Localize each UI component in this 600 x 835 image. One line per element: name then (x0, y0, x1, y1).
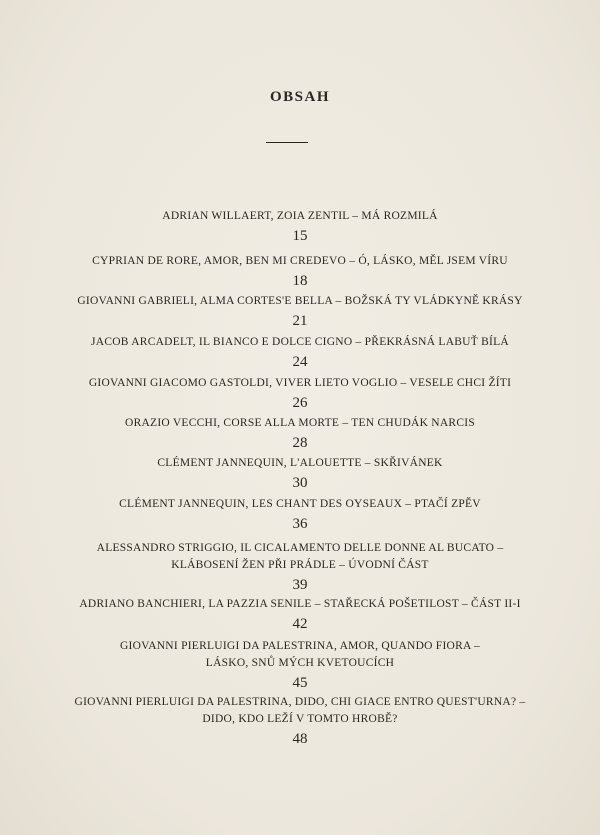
toc-entry (20, 496, 580, 533)
toc-entry-page: 26 (292, 395, 308, 411)
toc-entry-title: KLÁBOSENÍ ŽEN PŘI PRÁDLE – ÚVODNÍ ČÁST (171, 559, 429, 571)
toc-entry-page: 24 (292, 354, 308, 370)
toc-entry (20, 455, 580, 492)
toc-entry (20, 638, 580, 692)
toc-entry-page: 15 (292, 228, 308, 244)
toc-entry-page: 36 (292, 516, 308, 532)
toc-entry (20, 334, 580, 371)
toc-entry-page: 21 (292, 313, 308, 329)
toc-entry-page: 42 (292, 616, 308, 632)
toc-entry-title: DIDO, KDO LEŽÍ V TOMTO HROBĚ? (202, 713, 398, 725)
toc-entry (20, 293, 580, 330)
title-divider (266, 142, 308, 143)
toc-entry-title: ALESSANDRO STRIGGIO, IL CICALAMENTO DELLE DONNE AL BUCATO – (96, 542, 504, 554)
toc-entry-title: CLÉMENT JANNEQUIN, L'ALOUETTE – SKŘIVÁNEK (157, 457, 443, 469)
toc-entry (20, 415, 580, 452)
toc-entry-title: GIOVANNI GABRIELI, ALMA CORTES'E BELLA – BOŽSKÁ TY VLÁDKYNĚ KRÁSY (77, 295, 523, 307)
toc-entry-title: CYPRIAN DE RORE, AMOR, BEN MI CREDEVO – Ó, LÁSKO, MĚL JSEM VÍRU (92, 255, 508, 267)
toc-entry-page: 28 (292, 435, 308, 451)
toc-entry-page: 30 (292, 475, 308, 491)
toc-entry (20, 253, 580, 290)
toc-entry-title: GIOVANNI PIERLUIGI DA PALESTRINA, DIDO, CHI GIACE ENTRO QUEST'URNA? – (74, 696, 526, 708)
toc-entry-title: ADRIANO BANCHIERI, LA PAZZIA SENILE – STAŘECKÁ POŠETILOST – ČÁST II-I (79, 598, 521, 610)
toc-entry-page: 39 (292, 577, 308, 593)
toc-entry-page: 18 (292, 273, 308, 289)
toc-entry-title: GIOVANNI GIACOMO GASTOLDI, VIVER LIETO VOGLIO – VESELE CHCI ŽÍTI (88, 377, 512, 389)
toc-entry (20, 694, 580, 748)
toc-entry-page: 45 (292, 675, 308, 691)
toc-entry-title: ORAZIO VECCHI, CORSE ALLA MORTE – TEN CHUDÁK NARCIS (125, 417, 475, 429)
toc-entry-title: ADRIAN WILLAERT, ZOIA ZENTIL – MÁ ROZMILÁ (162, 210, 438, 222)
toc-entry (20, 596, 580, 633)
toc-entry (20, 540, 580, 594)
page-title: OBSAH (269, 89, 330, 105)
toc-entry-title: JACOB ARCADELT, IL BIANCO E DOLCE CIGNO – PŘEKRÁSNÁ LABUŤ BÍLÁ (91, 336, 509, 348)
toc-entry-title: CLÉMENT JANNEQUIN, LES CHANT DES OYSEAUX – PTAČÍ ZPĚV (119, 498, 481, 510)
toc-entry (20, 375, 580, 412)
toc-entry (20, 208, 580, 245)
toc-entry-title: LÁSKO, SNŮ MÝCH KVETOUCÍCH (205, 657, 395, 669)
toc-entry-title: GIOVANNI PIERLUIGI DA PALESTRINA, AMOR, QUANDO FIORA – (119, 640, 481, 652)
toc-entry-page: 48 (292, 731, 308, 747)
